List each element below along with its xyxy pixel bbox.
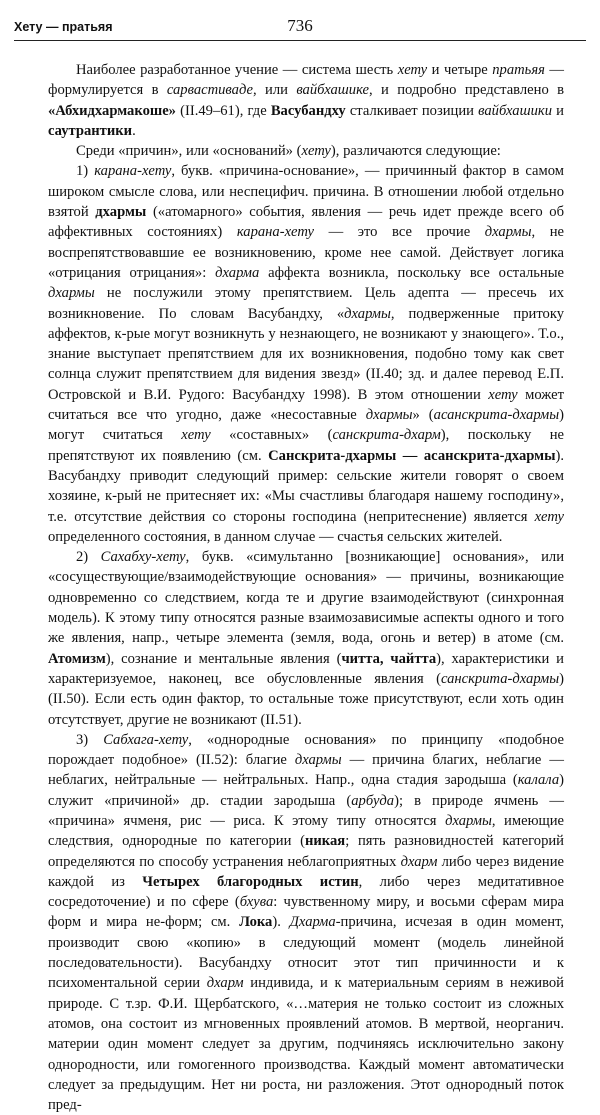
- bold-term: Четырех благородных истин: [142, 873, 359, 890]
- text-run: Среди «причин», или «оснований» (: [76, 143, 302, 160]
- text-run: («атомарного» события, явления — речь идет прежде всего об аффективных состояниях): [48, 204, 564, 241]
- italic-term: хету: [488, 386, 518, 403]
- text-run: -причина, исчезая в один момент, производит свою «копию» в следующий момент (модель линейной последовательности). Васубандху относит этот тип причинности и к психоментальной серии: [48, 914, 564, 992]
- text-run: аффекта возникла, поскольку все остальные: [259, 264, 564, 281]
- text-run: ).: [272, 914, 290, 931]
- bold-term: Санскрита-дхармы — асанскрита-дхармы: [268, 447, 556, 464]
- text-run: ) служит «причиной» др. стадии зародыша (: [48, 772, 564, 809]
- italic-term: санскрита-дхарм: [332, 427, 441, 444]
- text-run: , «однородные основания» по принципу «подобное порождает подобное» (II.52): благие: [48, 731, 564, 769]
- sabhaga-hetu-paragraph: [48, 730, 564, 1115]
- text-run: индивида, и к материальным сериям в неживой природе. С т.зр. Ф.И. Щербатского, «…материя не только состоит из сложных атомов, она состоит из мгновенных проявлений атомов. В мертвой, неорганич. материи один момент следует за другим, подчиняясь исключительно закону однородности, или гомогенного производства. Каждый момент автоматически следует за предыдущим. Нет ни роста, ни разложения. Этот однородный поток пред-: [48, 975, 564, 1114]
- text-run: , или: [253, 82, 297, 99]
- italic-term: калала: [517, 772, 560, 789]
- text-run: сталкивает позиции: [345, 102, 479, 119]
- text-run: , и подробно представлено в: [369, 82, 565, 99]
- causes-intro-paragraph: [48, 141, 564, 161]
- italic-term: пратьяя: [492, 62, 545, 78]
- italic-term: дхармы: [48, 285, 95, 302]
- italic-term: дхармы: [365, 407, 413, 424]
- bold-term: читта, чайтта: [341, 650, 437, 667]
- bold-term: дхармы: [95, 204, 147, 221]
- italic-term: арбуда: [351, 792, 395, 809]
- text-run: , не воспрепятствовавшие ее возникновению, кроме нее самой. Действует логика «отрицания отрицания»:: [48, 224, 564, 281]
- text-run: ); в природе ячмень — «причина» ячменя, рис — риса. К этому типу относятся: [48, 792, 564, 829]
- text-run: » (: [412, 407, 434, 424]
- running-head: Хету — пратьяя: [14, 20, 113, 34]
- italic-term: Сахабху-хету: [100, 549, 186, 566]
- text-run: .: [132, 122, 136, 139]
- bold-term: «Абхидхармакоше»: [48, 102, 176, 119]
- italic-term: сарвастиваде: [166, 82, 253, 99]
- karana-hetu-paragraph: [48, 161, 564, 547]
- text-run: определенного состояния, в данном случае — счастья сельских жителей.: [48, 528, 503, 545]
- text-run: может считаться все что угодно, даже «несоставные: [48, 386, 565, 424]
- text-run: ), поскольку не препятствуют их появлению (см.: [48, 427, 564, 464]
- italic-term: карана-хету: [94, 163, 172, 180]
- text-run: либо через видение каждой из: [48, 853, 565, 890]
- text-run: ), характеристики и характеризуемое, наконец, все обусловленные явления (: [48, 650, 564, 687]
- text-run: , имеющие следствия, однородные по категории (: [48, 812, 565, 850]
- italic-term: хету: [534, 508, 564, 525]
- text-run: «составных» (: [210, 427, 333, 444]
- italic-term: хету: [181, 427, 211, 444]
- text-run: ), сознание и ментальные явления (: [105, 650, 342, 667]
- text-run: — формулируется в: [48, 62, 564, 99]
- italic-term: бхува: [239, 894, 274, 911]
- article-body: [48, 60, 564, 1115]
- italic-term: карана-хету: [236, 224, 314, 241]
- italic-term: хету: [397, 62, 428, 78]
- text-run: 1): [76, 163, 95, 180]
- italic-term: дхармы: [484, 224, 532, 241]
- italic-term: дхарма: [215, 264, 260, 281]
- bold-term: никая: [304, 833, 346, 850]
- text-run: и четыре: [427, 62, 493, 78]
- italic-term: хету: [301, 143, 331, 160]
- italic-term: санскрита-дхармы: [440, 670, 560, 687]
- sahabhu-hetu-paragraph: [48, 547, 564, 730]
- text-run: ) (II.50). Если есть один фактор, то остальные тоже присутствуют, если хоть один отсутствует, другие не возникают (II.51).: [48, 670, 564, 728]
- text-run: — это все прочие: [314, 224, 485, 241]
- italic-term: вайбхашике: [296, 82, 370, 99]
- text-run: 2): [76, 549, 101, 566]
- text-run: Наиболее разработанное учение — система шесть: [76, 62, 398, 78]
- text-run: ) могут считаться: [48, 407, 564, 444]
- page-header: [14, 14, 586, 41]
- bold-term: Атомизм: [48, 650, 106, 667]
- text-run: не послужили этому препятствием. Цель адепта — пресечь их возникновение. По словам Васубандху, «: [48, 285, 564, 322]
- text-run: , подверженные притоку аффектов, к-рые могут возникнуть у незнающего, не возникают у знающего». Т.о., знание выступает препятствием для их возникновения, подобно тому как свет солнца служит препятствием для видения звезд» (II.40; зд. и далее перевод Е.П. Островской и В.И. Рудого: Васубандху 1998). В этом отношении: [48, 305, 564, 403]
- italic-term: дхармы: [294, 752, 342, 769]
- italic-term: дхарм: [206, 975, 244, 992]
- text-run: , букв. «причина-основание», — причинный фактор в самом широком смысле слова, или неспецифич. причина. В отношении любой отдельно взятой: [48, 163, 564, 221]
- intro-paragraph: [48, 60, 564, 141]
- text-run: , либо через медитативное сосредоточение) и по сфере (: [48, 873, 564, 911]
- bold-term: Лока: [239, 914, 273, 931]
- text-run: 3): [76, 731, 104, 748]
- text-run: и: [552, 102, 564, 119]
- text-run: ). Васубандху приводит следующий пример: сельские жители говорят о своем хозяине, к-рый не притесняет их: «Мы счастливы благодаря нашему господину», т.е. отсутствие действия со стороны господина (непритеснение) является: [48, 447, 564, 525]
- italic-term: асанскрита-дхармы: [433, 407, 560, 424]
- italic-term: дхарм: [400, 853, 438, 870]
- text-run: : чувственному миру, и восьми сферам мира форм и мира не-форм; см.: [48, 894, 565, 931]
- italic-term: дхармы: [344, 305, 391, 322]
- italic-term: Дхарма: [289, 914, 336, 931]
- text-run: , букв. «симультанно [возникающие] основания», или «сосуществующие/взаимодействующие основания» — причины, возникающие одновременно со следствием, когда те и другие взаимодействуют (синхронная модель). К этому типу относятся разные взаимозависимые аспекты одного и того же явления, напр., четыре элемента (земля, вода, огонь и ветер) в атоме (см.: [48, 549, 565, 647]
- bold-term: Васубандху: [270, 102, 346, 119]
- text-run: ), различаются следующие:: [330, 143, 501, 160]
- italic-term: Сабхага-хету: [103, 731, 189, 748]
- text-run: ; пять разновидностей категорий определяются по способу устранения неблагоприятных: [48, 833, 564, 870]
- text-run: (II.49–61), где: [175, 102, 271, 119]
- text-run: — причина благих, неблагие — неблагих, нейтральные — нейтральных. Напр., одна стадия зародыша (: [48, 752, 564, 789]
- italic-term: вайбхашики: [478, 102, 553, 119]
- italic-term: дхармы: [445, 812, 492, 829]
- page-number: 736: [287, 16, 313, 35]
- bold-term: саутрантики: [48, 122, 133, 139]
